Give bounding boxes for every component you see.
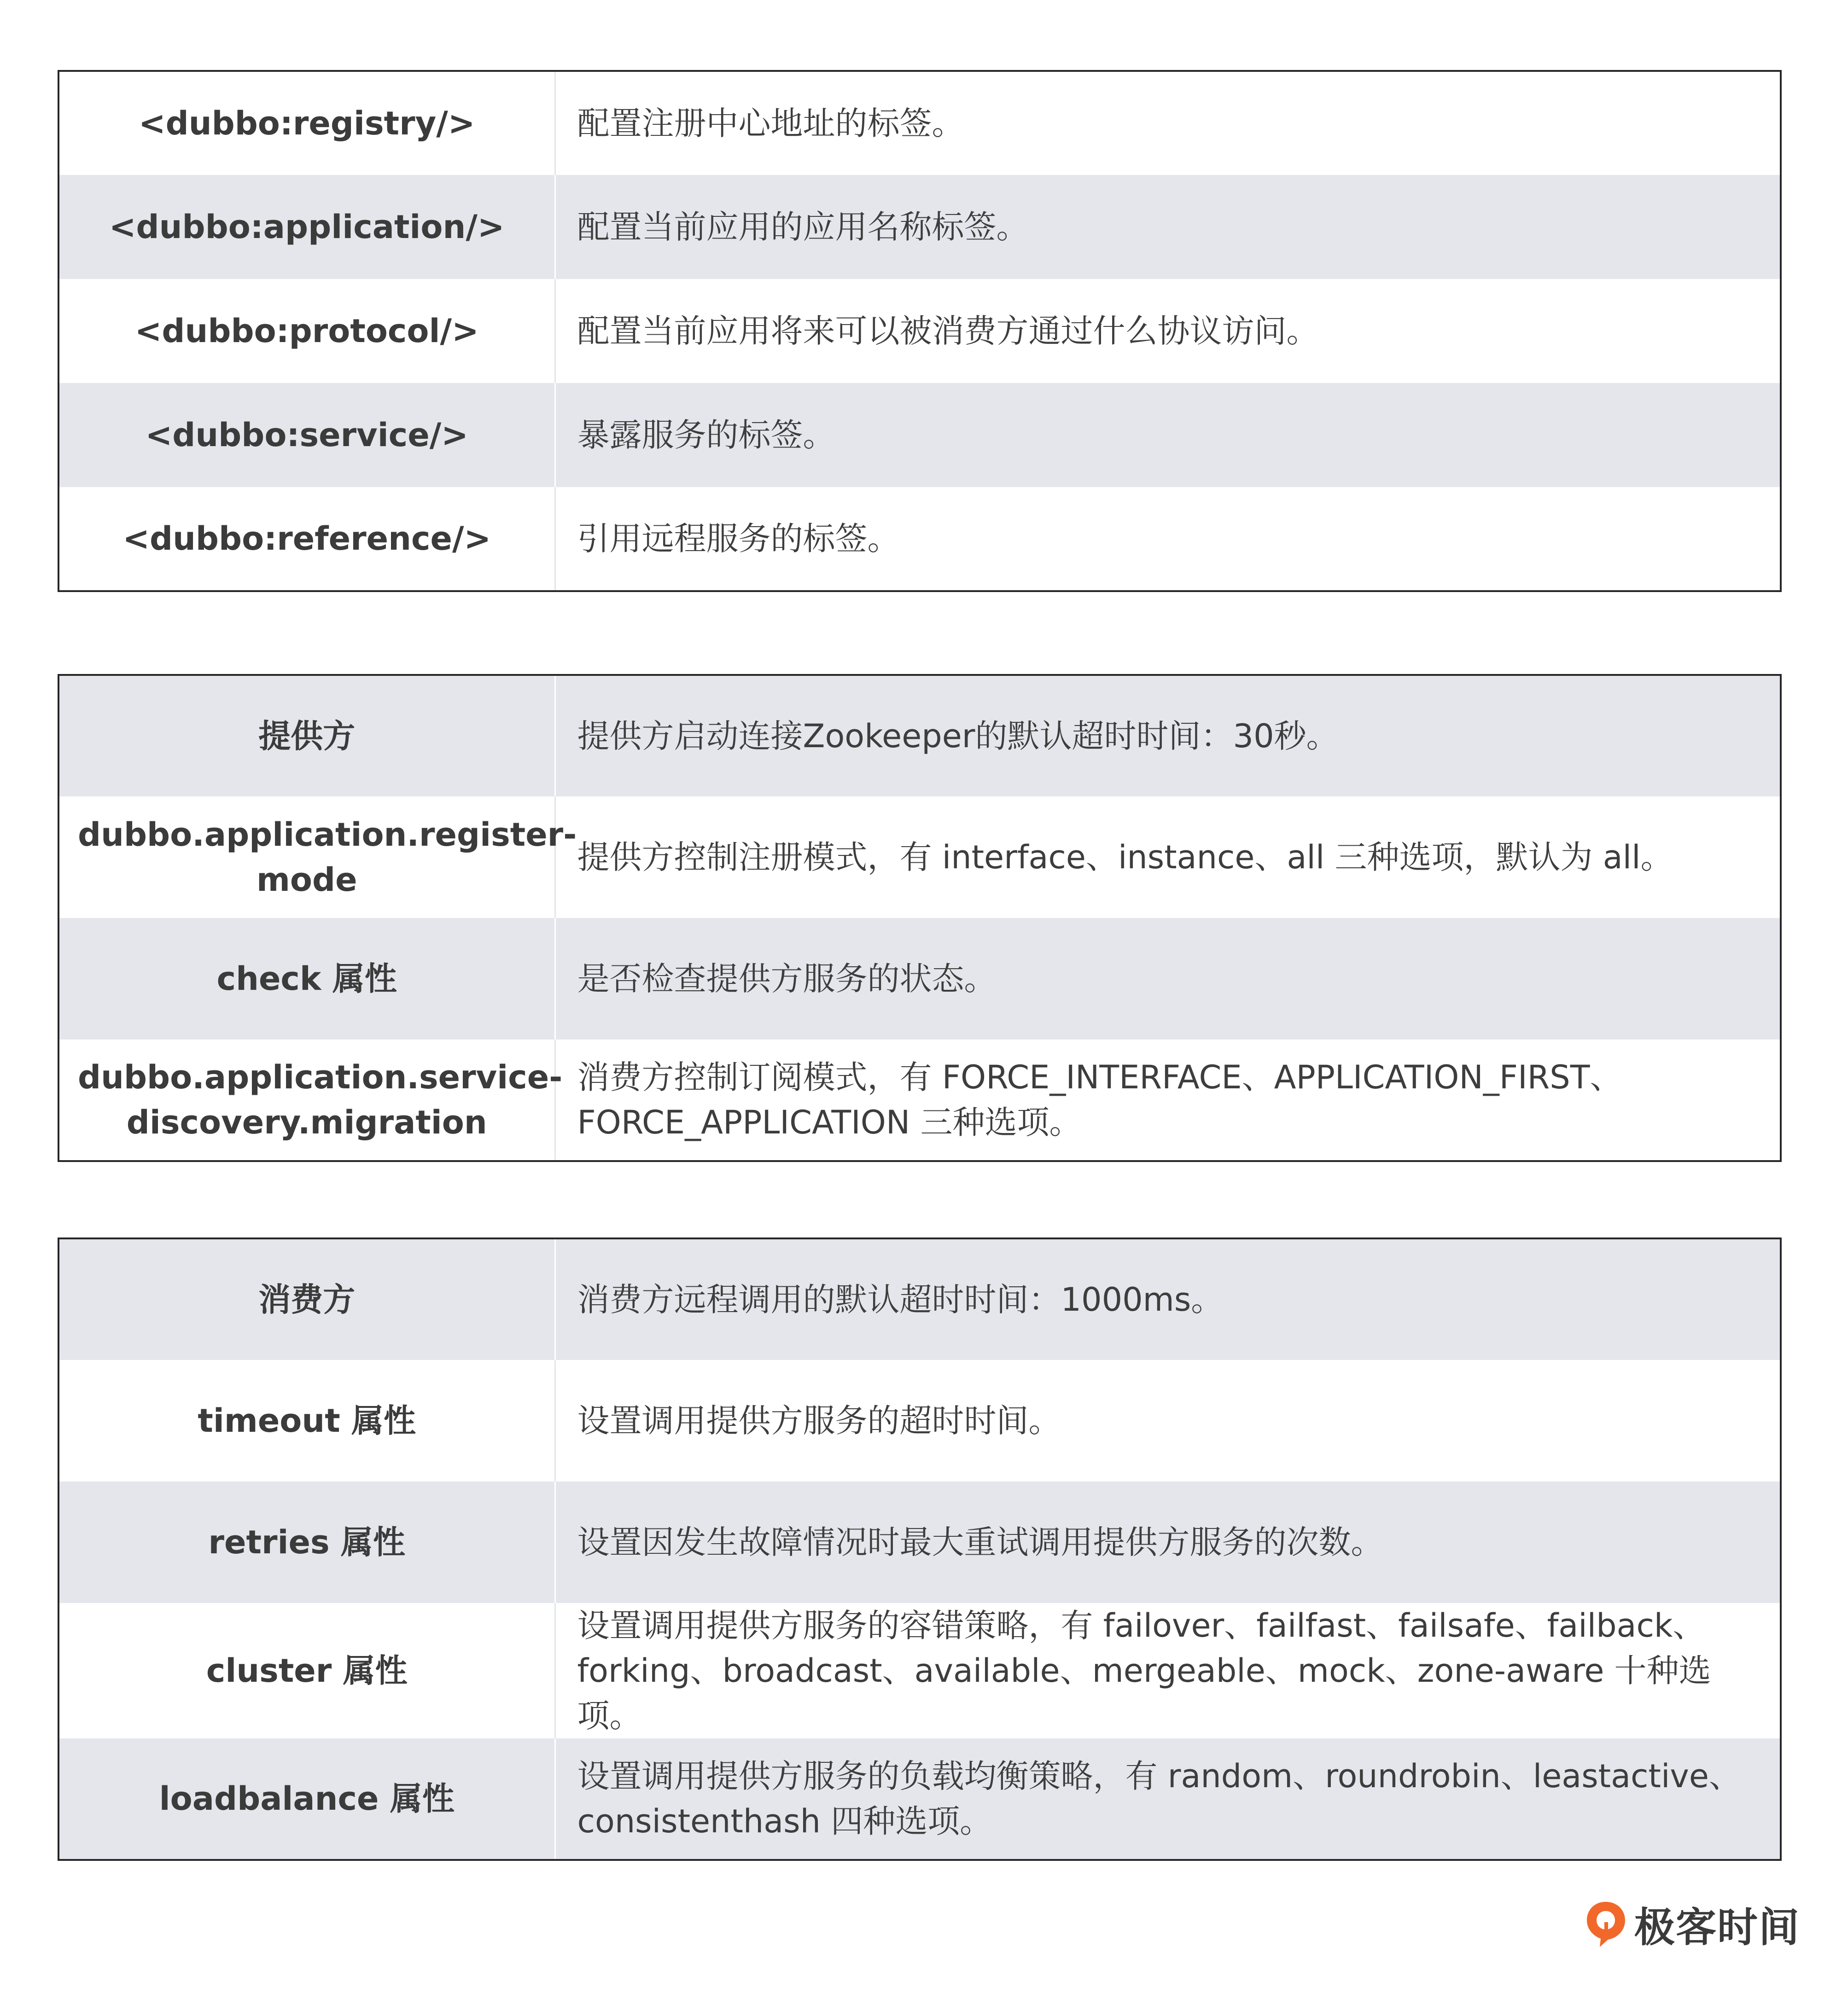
provider-settings-table <box>58 674 1782 1162</box>
table-row <box>58 487 1781 591</box>
setting-description-cell: 设置调用提供方服务的超时时间。 <box>555 1360 1781 1481</box>
setting-description-cell: 提供方控制注册模式，有 interface、instance、all 三种选项，默认为 all。 <box>555 796 1781 918</box>
tag-name-cell: <dubbo:protocol/> <box>58 279 555 383</box>
table-row <box>58 1481 1781 1603</box>
table-row <box>58 383 1781 487</box>
geektime-logo-text: 极客时间 <box>1634 1904 1801 1951</box>
setting-description-cell: 设置因发生故障情况时最大重试调用提供方服务的次数。 <box>555 1481 1781 1603</box>
geektime-logo-icon <box>1584 1899 1628 1950</box>
setting-description-cell: 消费方控制订阅模式，有 FORCE_INTERFACE、APPLICATION_FIRST、FORCE_APPLICATION 三种选项。 <box>555 1040 1781 1161</box>
tag-description-cell: 引用远程服务的标签。 <box>555 487 1781 591</box>
table-header-row <box>58 1238 1781 1360</box>
setting-name-cell: timeout 属性 <box>58 1360 555 1481</box>
tag-description-cell: 暴露服务的标签。 <box>555 383 1781 487</box>
geektime-logo <box>1584 1897 1800 1952</box>
setting-description-cell: 是否检查提供方服务的状态。 <box>555 918 1781 1040</box>
tag-description-cell: 配置当前应用将来可以被消费方通过什么协议访问。 <box>555 279 1781 383</box>
setting-description-cell: 设置调用提供方服务的负载均衡策略，有 random、roundrobin、leastactive、consistenthash 四种选项。 <box>555 1738 1781 1860</box>
table-header-row <box>58 675 1781 796</box>
setting-name-cell: check 属性 <box>58 918 555 1040</box>
tag-name-cell: <dubbo:registry/> <box>58 71 555 175</box>
table-row <box>58 796 1781 918</box>
tag-name-cell: <dubbo:application/> <box>58 175 555 279</box>
table-row <box>58 918 1781 1040</box>
tag-name-cell: <dubbo:service/> <box>58 383 555 487</box>
consumer-settings-table <box>58 1237 1782 1861</box>
tag-name-cell: <dubbo:reference/> <box>58 487 555 591</box>
setting-description-cell: 设置调用提供方服务的容错策略，有 failover、failfast、failsafe、failback、forking、broadcast、available、mergeable、mock、zone-aware 十种选项。 <box>555 1603 1781 1738</box>
table-row <box>58 1603 1781 1738</box>
setting-description-cell: 提供方启动连接Zookeeper的默认超时时间：30秒。 <box>555 675 1781 796</box>
tag-description-cell: 配置注册中心地址的标签。 <box>555 71 1781 175</box>
table-row <box>58 71 1781 175</box>
table-row <box>58 1738 1781 1860</box>
setting-description-cell: 消费方远程调用的默认超时时间：1000ms。 <box>555 1238 1781 1360</box>
tag-description-cell: 配置当前应用的应用名称标签。 <box>555 175 1781 279</box>
setting-name-cell: 消费方 <box>58 1238 555 1360</box>
setting-name-cell: loadbalance 属性 <box>58 1738 555 1860</box>
table-row <box>58 175 1781 279</box>
setting-name-cell: dubbo.application.register-mode <box>58 796 555 918</box>
setting-name-cell: dubbo.application.service-discovery.migration <box>58 1040 555 1161</box>
table-row <box>58 279 1781 383</box>
table-row <box>58 1040 1781 1161</box>
setting-name-cell: cluster 属性 <box>58 1603 555 1738</box>
dubbo-tags-table <box>58 70 1782 592</box>
setting-name-cell: 提供方 <box>58 675 555 796</box>
setting-name-cell: retries 属性 <box>58 1481 555 1603</box>
table-row <box>58 1360 1781 1481</box>
